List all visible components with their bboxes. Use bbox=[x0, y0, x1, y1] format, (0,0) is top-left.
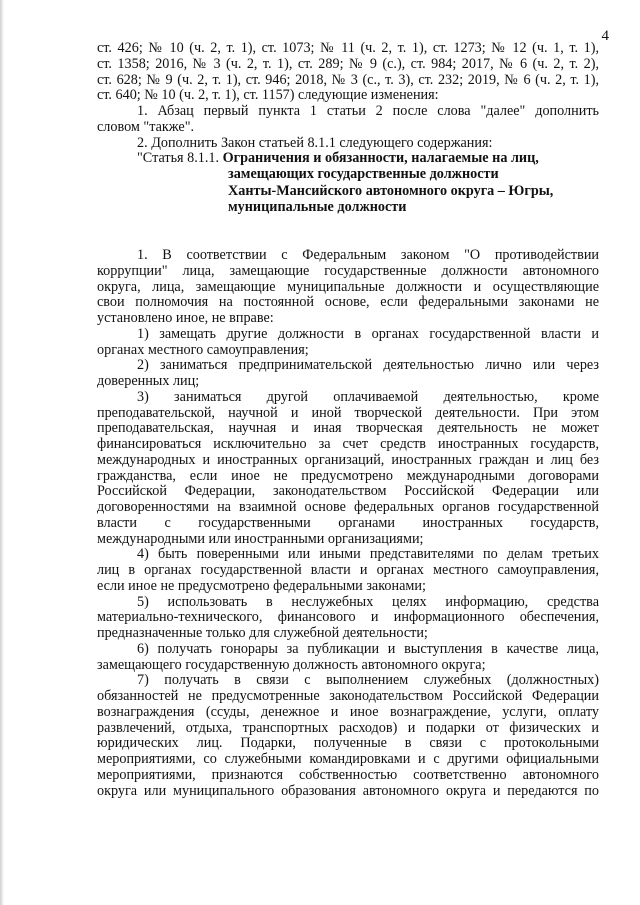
text-line: преподавательской, научной и иной творческой деятельности. При этом bbox=[97, 405, 599, 421]
article-title-line: замещающих государственные должности bbox=[228, 166, 499, 183]
text-line: ст. 1358; 2016, № 3 (ч. 2, т. 1), ст. 289; № 9 (с.), ст. 984; 2017, № 6 (ч. 2, т. 2), bbox=[97, 56, 599, 72]
text-line: если иное не предусмотрено федеральными законами; bbox=[97, 578, 426, 594]
text-line: мероприятиями, со служебными командировками и с другими официальными bbox=[97, 752, 599, 767]
text-line: обязанностей не предусмотренные законодательством Российской Федерации bbox=[97, 689, 599, 704]
text-line: Российской Федерации, законодательством Российской Федерации или bbox=[97, 484, 599, 500]
text-line: 3) заниматься другой оплачиваемой деятельностью, кроме bbox=[137, 389, 599, 405]
text-line: преподавательская, научная и иная творческая деятельность не может bbox=[97, 421, 599, 437]
text-line: международных и иностранных организаций, иностранных граждан и лиц без bbox=[97, 452, 599, 468]
text-line: 1. В соответствии с Федеральным законом "О противодействии bbox=[137, 248, 599, 263]
text-line: округа или муниципального образования автономного округа и передаются по bbox=[97, 783, 599, 799]
text-line: 1. Абзац первый пункта 1 статьи 2 после слова "далее" дополнить bbox=[137, 104, 599, 119]
page-number: 4 bbox=[601, 28, 609, 44]
text-line: установлено иное, не вправе: bbox=[97, 311, 274, 326]
text-line: органах местного самоуправления; bbox=[97, 342, 309, 358]
text-line: 1) замещать другие должности в органах государственной власти и bbox=[137, 326, 599, 342]
text-line: финансироваться исключительно за счет средств иностранных государств, bbox=[97, 437, 599, 452]
text-line: 7) получать в связи с выполнением служебных (должностных) bbox=[137, 673, 599, 689]
spacer bbox=[97, 216, 599, 232]
text-line: лиц в органах государственной власти и органах местного самоуправления, bbox=[97, 563, 599, 578]
text-line: договоренностями на взаимной основе федеральных органов государственной bbox=[97, 500, 599, 515]
text-line: 4) быть поверенными или иными представителями по делам третьих bbox=[137, 547, 599, 563]
text-line: замещающего государственную должность автономного округа; bbox=[97, 657, 486, 673]
text-line: ст. 640; № 10 (ч. 2, т. 1), ст. 1157) следующие изменения: bbox=[97, 88, 439, 104]
text-line: 2) заниматься предпринимательской деятельностью лично или через bbox=[137, 358, 599, 374]
document-body bbox=[97, 41, 599, 799]
text-line: 6) получать гонорары за публикации и выступления в качестве лица, bbox=[137, 641, 599, 657]
text-line: гражданства, если иное не предусмотрено международными договорами bbox=[97, 468, 599, 484]
text-line: власти с государственными органами иностранных государств, bbox=[97, 515, 599, 531]
text-line: округа, лица, замещающие муниципальные должности и осуществляющие bbox=[97, 279, 599, 295]
text-line: 5) использовать в неслужебных целях информацию, средства bbox=[137, 594, 599, 610]
text-line: свои полномочия на постоянной основе, если федеральными законами не bbox=[97, 295, 599, 311]
text-line: ст. 426; № 10 (ч. 2, т. 1), ст. 1073; № 11 (ч. 2, т. 1), ст. 1273; № 12 (ч. 1, т. 1), bbox=[97, 41, 599, 56]
article-title-line: муниципальные должности bbox=[228, 198, 407, 215]
article-number: "Статья 8.1.1. bbox=[137, 150, 223, 167]
article-title-line: "Статья 8.1.1. Ограничения и обязанности, налагаемые на лиц, bbox=[137, 150, 539, 167]
text-line: ст. 628; № 9 (ч. 2, т. 1), ст. 946; 2018, № 3 (с., т. 3), ст. 232; 2019, № 6 (ч. 2, т. 1), bbox=[97, 72, 599, 88]
text-line: развлечений, отдыха, транспортных расходов) и подарки от физических и bbox=[97, 720, 599, 736]
text-line: доверенных лиц; bbox=[97, 374, 200, 389]
text-line: 2. Дополнить Закон статьей 8.1.1 следующего содержания: bbox=[137, 135, 493, 151]
text-line: словом "также". bbox=[97, 119, 195, 135]
article-title-line: Ханты-Мансийского автономного округа – Югры, bbox=[228, 182, 554, 199]
text-line: предназначенные только для служебной деятельности; bbox=[97, 626, 428, 641]
article-title bbox=[97, 151, 599, 216]
text-line: международными или иностранными организациями; bbox=[97, 531, 424, 547]
text-line: вознаграждения (ссуды, денежное и иное вознаграждение, услуги, оплату bbox=[97, 704, 599, 720]
text-line: коррупции" лица, замещающие государственные должности автономного bbox=[97, 263, 599, 279]
text-line: мероприятиями, признаются собственностью соответственно автономного bbox=[97, 767, 599, 783]
text-line: материально-технического, финансового и информационного обеспечения, bbox=[97, 610, 599, 626]
text-line: юридических лиц. Подарки, полученные в связи с протокольными bbox=[97, 736, 599, 752]
spacer bbox=[97, 232, 599, 248]
scan-edge-shadow bbox=[0, 0, 4, 905]
